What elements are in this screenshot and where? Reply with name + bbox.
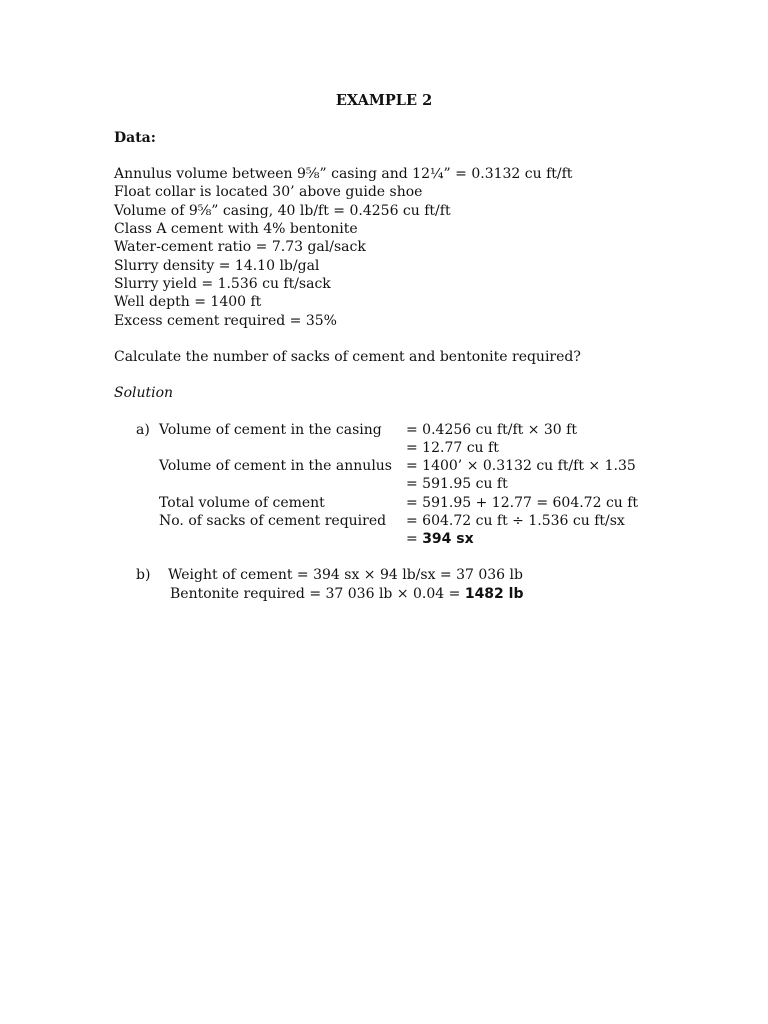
data-heading: Data: — [114, 130, 156, 146]
data-line-cement-class: Class A cement with 4% bentonite — [114, 221, 358, 237]
data-line-slurry-density: Slurry density = 14.10 lb/gal — [114, 258, 320, 274]
calc-weight-of-cement: Weight of cement = 394 sx × 94 lb/sx = 37 036 lb — [168, 567, 523, 583]
page-title: EXAMPLE 2 — [335, 92, 433, 109]
calc-result-sacks — [406, 530, 474, 548]
part-a-marker: a) — [136, 422, 150, 438]
calc-label-total-volume: Total volume of cement — [159, 495, 325, 511]
data-line-slurry-yield: Slurry yield = 1.536 cu ft/sack — [114, 276, 331, 292]
calc-bentonite-value: 1482 lb — [464, 586, 524, 602]
calc-value-sacks-required: = 604.72 cu ft ÷ 1.536 cu ft/sx — [406, 513, 625, 529]
data-line-well-depth: Well depth = 1400 ft — [114, 294, 262, 310]
calc-result-sacks-value: 394 sx — [422, 531, 474, 547]
data-line-excess-cement: Excess cement required = 35% — [114, 313, 337, 329]
data-line-water-cement-ratio: Water-cement ratio = 7.73 gal/sack — [114, 239, 366, 255]
calc-bentonite-prefix: Bentonite required = 37 036 lb × 0.04 = — [170, 586, 465, 602]
calc-label-casing-volume: Volume of cement in the casing — [159, 422, 382, 438]
calc-value-total-volume: = 591.95 + 12.77 = 604.72 cu ft — [406, 495, 639, 511]
part-b-marker: b) — [136, 567, 151, 583]
calc-label-sacks-required: No. of sacks of cement required — [159, 513, 387, 529]
calc-bentonite-required — [170, 585, 524, 603]
calc-value-casing-volume: = 0.4256 cu ft/ft × 30 ft — [406, 422, 577, 438]
calc-result-prefix: = — [406, 531, 423, 547]
calc-value-annulus-volume-result: = 591.95 cu ft — [406, 476, 508, 492]
question-text: Calculate the number of sacks of cement and bentonite required? — [114, 349, 581, 365]
data-line-float-collar: Float collar is located 30’ above guide shoe — [114, 184, 423, 200]
calc-value-annulus-volume: = 1400’ × 0.3132 cu ft/ft × 1.35 — [406, 458, 636, 474]
calc-label-annulus-volume: Volume of cement in the annulus — [159, 458, 392, 474]
solution-label: Solution — [114, 385, 174, 401]
data-line-casing-volume: Volume of 9⅝” casing, 40 lb/ft = 0.4256 cu ft/ft — [114, 203, 451, 219]
calc-value-casing-volume-result: = 12.77 cu ft — [406, 440, 499, 456]
data-line-annulus-volume: Annulus volume between 9⅝” casing and 12¼” = 0.3132 cu ft/ft — [114, 166, 573, 182]
